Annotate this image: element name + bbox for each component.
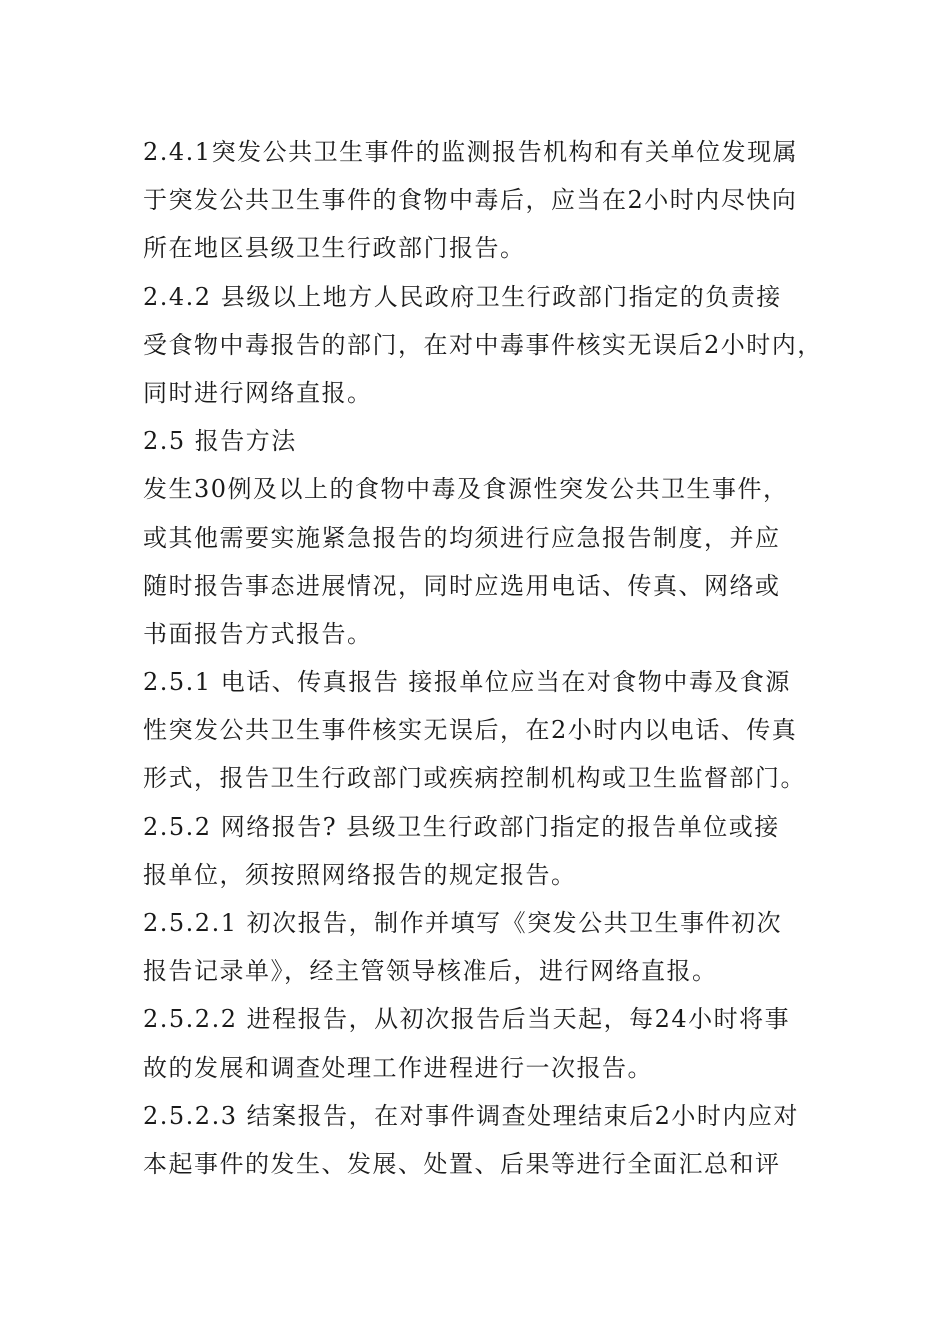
text-line: 故的发展和调查处理工作进程进行一次报告。 (143, 1053, 653, 1082)
text-line: 2.5.2 网络报告? 县级卫生行政部门指定的报告单位或接 (143, 812, 780, 841)
text-line: 发生30例及以上的食物中毒及食源性突发公共卫生事件， (143, 475, 789, 504)
text-line: 性突发公共卫生事件核实无误后，在2小时内以电话、传真 (143, 716, 798, 745)
text-line: 2.4.1突发公共卫生事件的监测报告机构和有关单位发现属 (143, 138, 799, 166)
text-line: 随时报告事态进展情况，同时应选用电话、传真、网络或 (143, 571, 781, 600)
text-line: 受食物中毒报告的部门，在对中毒事件核实无误后2小时内， (143, 330, 823, 359)
text-line: 2.5.1 电话、传真报告 接报单位应当在对食物中毒及食源 (143, 668, 791, 697)
text-line: 2.5.2.2 进程报告，从初次报告后当天起，每24小时将事 (143, 1005, 791, 1034)
text-line: 所在地区县级卫生行政部门报告。 (143, 234, 526, 263)
text-line: 形式，报告卫生行政部门或疾病控制机构或卫生监督部门。 (143, 764, 806, 793)
text-line: 书面报告方式报告。 (143, 619, 373, 648)
text-line: 报单位，须按照网络报告的规定报告。 (143, 860, 577, 889)
text-line: 或其他需要实施紧急报告的均须进行应急报告制度，并应 (143, 523, 781, 552)
section-heading: 2.5 报告方法 (143, 427, 297, 456)
text-line: 同时进行网络直报。 (143, 378, 373, 407)
text-line: 本起事件的发生、发展、处置、后果等进行全面汇总和评 (143, 1149, 781, 1178)
text-line: 2.5.2.1 初次报告，制作并填写《突发公共卫生事件初次 (143, 909, 783, 937)
text-line: 2.5.2.3 结案报告，在对事件调查处理结束后2小时内应对 (143, 1101, 799, 1130)
text-line: 于突发公共卫生事件的食物中毒后，应当在2小时内尽快向 (143, 186, 798, 215)
text-line: 报告记录单》，经主管领导核准后，进行网络直报。 (143, 957, 718, 986)
document-body (143, 128, 823, 1188)
text-line: 2.4.2 县级以上地方人民政府卫生行政部门指定的负责接 (143, 282, 782, 311)
